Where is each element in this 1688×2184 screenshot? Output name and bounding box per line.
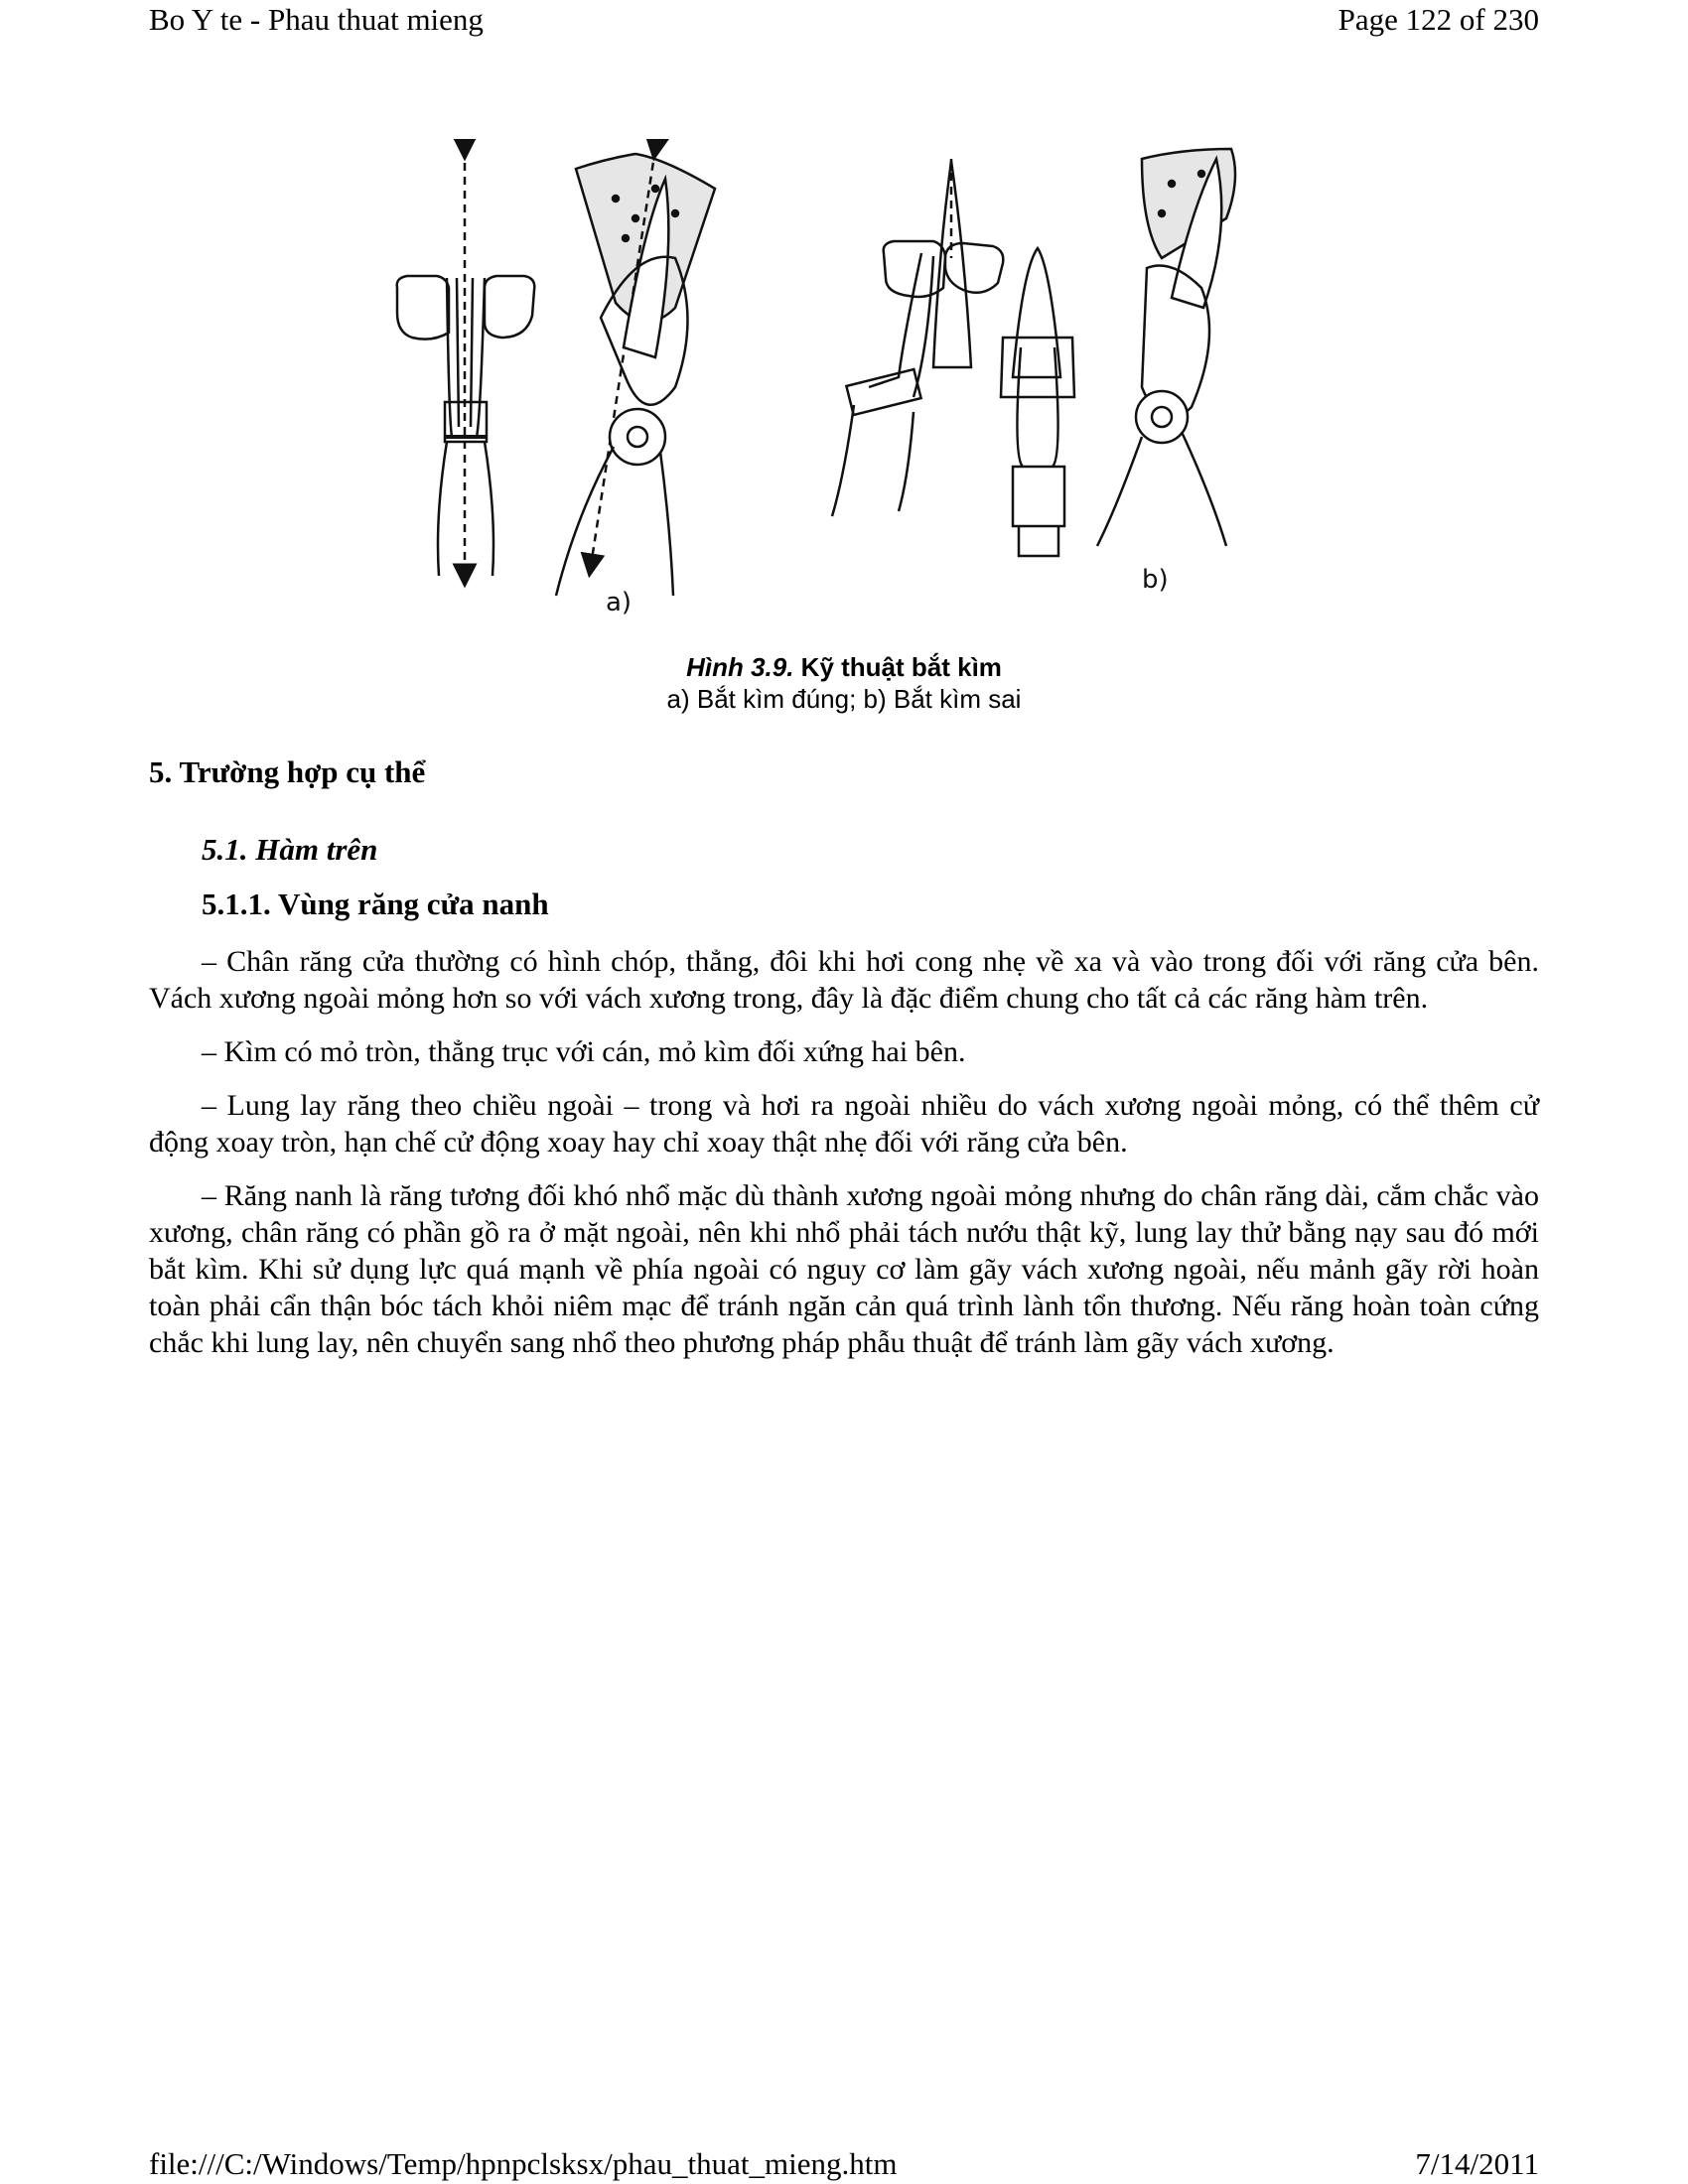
subsubsection-heading: 5.1.1. Vùng răng cửa nanh	[202, 887, 549, 921]
forceps-technique-figure	[377, 139, 1311, 615]
page-header-title: Bo Y te - Phau thuat mieng	[149, 2, 484, 37]
paragraph: – Răng nanh là răng tương đối khó nhổ mặc dù thành xương ngoài mỏng nhưng do chân răng dài, cắm chắc vào xương, chân răng có phần gồ ra ở mặt ngoài, nên khi nhổ phải tách nướu thật kỹ, lung lay thử bằng nạy sau đó mới bắt kìm. Khi sử dụng lực quá mạnh về phía ngoài có nguy cơ làm gãy vách xương ngoài, nếu mảnh gãy rời hoàn toàn phải cẩn thận bóc tách khỏi niêm mạc để tránh ngăn cản quá trình lành tổn thương. Nếu răng hoàn toàn cứng chắc khi lung lay, nên chuyển sang nhổ theo phương pháp phẫu thuật để tránh làm gãy vách xương.	[149, 1179, 1539, 1359]
paragraph: – Kìm có mỏ tròn, thẳng trục với cán, mỏ kìm đối xứng hai bên.	[202, 1035, 966, 1068]
forceps-front-view-correct	[397, 149, 535, 576]
forceps-narrow-beak-incorrect	[1001, 248, 1074, 556]
paragraph: – Chân răng cửa thường có hình chóp, thẳng, đôi khi hơi cong nhẹ về xa và vào trong đối với răng cửa bên. Vách xương ngoài mỏng hơn so với vách xương trong, đây là đặc điểm chung cho tất cả các răng hàm trên.	[149, 945, 1539, 1015]
caption-subtitle: a) Bắt kìm đúng; b) Bắt kìm sai	[666, 684, 1022, 714]
label-b: b)	[1142, 565, 1169, 595]
paragraph: – Lung lay răng theo chiều ngoài – trong và hơi ra ngoài nhiều do vách xương ngoài mỏng, có thể thêm cử động xoay tròn, hạn chế cử động xoay hay chỉ xoay thật nhẹ đối với răng cửa bên.	[149, 1089, 1539, 1159]
page-number: Page 122 of 230	[1337, 2, 1539, 37]
forceps-illustration	[377, 139, 1311, 615]
figure-caption	[149, 651, 1539, 715]
body-text	[149, 943, 1539, 1378]
page-footer-url: file:///C:/Windows/Temp/hpnpclsksx/phau_thuat_mieng.htm	[149, 2146, 898, 2181]
forceps-side-view-incorrect	[1097, 149, 1235, 546]
subsection-heading: 5.1. Hàm trên	[202, 832, 378, 867]
page-footer-date: 7/14/2011	[1415, 2146, 1539, 2181]
forceps-front-view-incorrect	[832, 159, 1003, 516]
forceps-side-view-correct	[556, 149, 715, 596]
caption-title-line	[149, 651, 1539, 683]
caption-figure-title: Kỹ thuật bắt kìm	[800, 652, 1002, 682]
caption-figure-number: Hình 3.9.	[686, 652, 794, 682]
section-heading: 5. Trường hợp cụ thể	[149, 754, 426, 789]
label-a: a)	[606, 588, 633, 615]
